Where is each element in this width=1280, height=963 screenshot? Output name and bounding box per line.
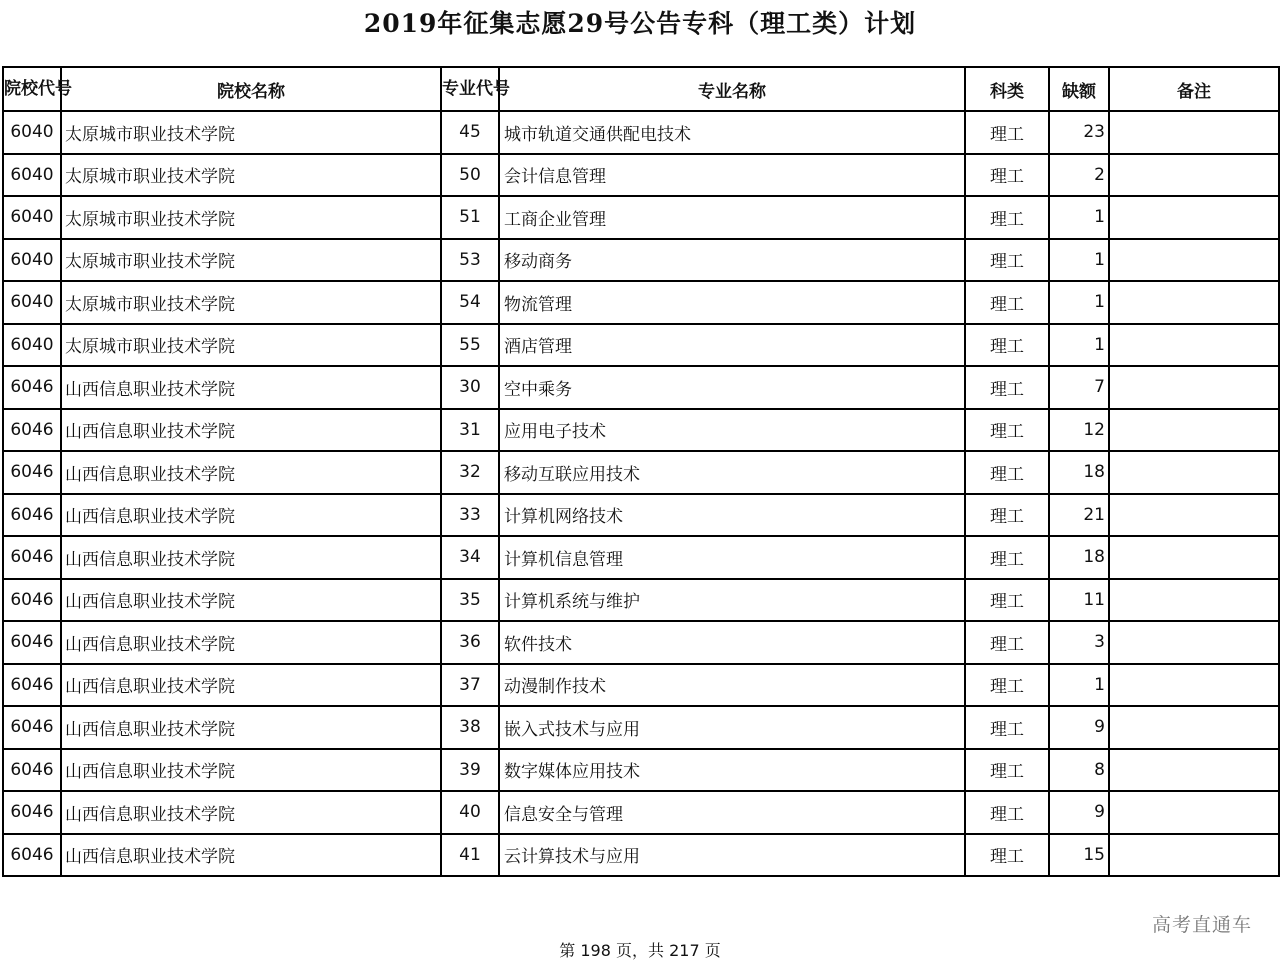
cell-category: 理工 xyxy=(965,239,1049,282)
cell-major-code: 55 xyxy=(441,324,499,367)
cell-quota: 3 xyxy=(1049,621,1109,664)
cell-school-name: 山西信息职业技术学院 xyxy=(61,706,441,749)
cell-note xyxy=(1109,324,1279,367)
cell-note xyxy=(1109,196,1279,239)
cell-school-code: 6040 xyxy=(3,196,61,239)
table-row xyxy=(3,281,1279,324)
cell-school-name: 太原城市职业技术学院 xyxy=(61,154,441,197)
cell-quota: 1 xyxy=(1049,239,1109,282)
cell-major-name: 软件技术 xyxy=(499,621,965,664)
cell-major-code: 34 xyxy=(441,536,499,579)
cell-school-code: 6046 xyxy=(3,536,61,579)
cell-major-name: 移动商务 xyxy=(499,239,965,282)
cell-school-name: 山西信息职业技术学院 xyxy=(61,366,441,409)
cell-school-code: 6046 xyxy=(3,664,61,707)
cell-school-name: 山西信息职业技术学院 xyxy=(61,579,441,622)
cell-school-name: 山西信息职业技术学院 xyxy=(61,494,441,537)
cell-major-name: 会计信息管理 xyxy=(499,154,965,197)
cell-category: 理工 xyxy=(965,494,1049,537)
cell-category: 理工 xyxy=(965,196,1049,239)
cell-school-name: 太原城市职业技术学院 xyxy=(61,239,441,282)
cell-school-name: 山西信息职业技术学院 xyxy=(61,536,441,579)
cell-quota: 15 xyxy=(1049,834,1109,877)
cell-school-name: 山西信息职业技术学院 xyxy=(61,791,441,834)
cell-school-code: 6046 xyxy=(3,834,61,877)
cell-school-name: 山西信息职业技术学院 xyxy=(61,409,441,452)
cell-major-name: 计算机系统与维护 xyxy=(499,579,965,622)
cell-major-code: 35 xyxy=(441,579,499,622)
cell-note xyxy=(1109,579,1279,622)
cell-major-code: 39 xyxy=(441,749,499,792)
cell-category: 理工 xyxy=(965,111,1049,154)
cell-note xyxy=(1109,494,1279,537)
cell-quota: 8 xyxy=(1049,749,1109,792)
table-row xyxy=(3,494,1279,537)
cell-major-name: 城市轨道交通供配电技术 xyxy=(499,111,965,154)
cell-school-code: 6046 xyxy=(3,494,61,537)
cell-note xyxy=(1109,366,1279,409)
table-row xyxy=(3,749,1279,792)
cell-category: 理工 xyxy=(965,579,1049,622)
cell-quota: 1 xyxy=(1049,196,1109,239)
cell-major-name: 嵌入式技术与应用 xyxy=(499,706,965,749)
cell-school-code: 6046 xyxy=(3,579,61,622)
cell-category: 理工 xyxy=(965,409,1049,452)
cell-category: 理工 xyxy=(965,621,1049,664)
page-footer: 第 198 页，共 217 页 xyxy=(559,941,721,960)
cell-quota: 9 xyxy=(1049,791,1109,834)
cell-note xyxy=(1109,834,1279,877)
cell-category: 理工 xyxy=(965,324,1049,367)
cell-major-name: 应用电子技术 xyxy=(499,409,965,452)
cell-major-name: 工商企业管理 xyxy=(499,196,965,239)
cell-major-code: 45 xyxy=(441,111,499,154)
table-body xyxy=(3,111,1279,876)
cell-category: 理工 xyxy=(965,664,1049,707)
cell-major-code: 50 xyxy=(441,154,499,197)
header-category: 科类 xyxy=(965,67,1049,111)
cell-category: 理工 xyxy=(965,706,1049,749)
table-row xyxy=(3,409,1279,452)
cell-note xyxy=(1109,791,1279,834)
cell-school-code: 6040 xyxy=(3,281,61,324)
cell-category: 理工 xyxy=(965,154,1049,197)
cell-note xyxy=(1109,621,1279,664)
page-title: 2019年征集志愿29号公告专科（理工类）计划 xyxy=(363,9,917,38)
table-row xyxy=(3,111,1279,154)
cell-major-name: 动漫制作技术 xyxy=(499,664,965,707)
table-row xyxy=(3,239,1279,282)
cell-quota: 23 xyxy=(1049,111,1109,154)
cell-category: 理工 xyxy=(965,791,1049,834)
cell-quota: 1 xyxy=(1049,664,1109,707)
cell-note xyxy=(1109,749,1279,792)
cell-school-code: 6046 xyxy=(3,621,61,664)
cell-school-code: 6040 xyxy=(3,239,61,282)
cell-category: 理工 xyxy=(965,536,1049,579)
cell-quota: 18 xyxy=(1049,536,1109,579)
cell-quota: 1 xyxy=(1049,324,1109,367)
cell-school-name: 太原城市职业技术学院 xyxy=(61,281,441,324)
header-quota: 缺额 xyxy=(1049,67,1109,111)
cell-note xyxy=(1109,536,1279,579)
cell-school-code: 6046 xyxy=(3,409,61,452)
header-school-name: 院校名称 xyxy=(61,67,441,111)
table-row xyxy=(3,196,1279,239)
cell-major-code: 33 xyxy=(441,494,499,537)
header-school-code: 院校代号 xyxy=(3,67,61,111)
cell-quota: 21 xyxy=(1049,494,1109,537)
table-header xyxy=(3,67,1279,111)
table-row xyxy=(3,579,1279,622)
cell-note xyxy=(1109,111,1279,154)
cell-note xyxy=(1109,154,1279,197)
table-row xyxy=(3,536,1279,579)
cell-major-name: 信息安全与管理 xyxy=(499,791,965,834)
cell-major-code: 38 xyxy=(441,706,499,749)
cell-quota: 9 xyxy=(1049,706,1109,749)
cell-major-code: 31 xyxy=(441,409,499,452)
table-row xyxy=(3,791,1279,834)
cell-school-name: 山西信息职业技术学院 xyxy=(61,664,441,707)
cell-school-code: 6046 xyxy=(3,451,61,494)
cell-quota: 18 xyxy=(1049,451,1109,494)
cell-category: 理工 xyxy=(965,281,1049,324)
cell-quota: 1 xyxy=(1049,281,1109,324)
cell-school-code: 6040 xyxy=(3,154,61,197)
cell-school-code: 6046 xyxy=(3,706,61,749)
cell-category: 理工 xyxy=(965,366,1049,409)
cell-school-name: 山西信息职业技术学院 xyxy=(61,834,441,877)
cell-major-name: 云计算技术与应用 xyxy=(499,834,965,877)
cell-major-code: 53 xyxy=(441,239,499,282)
cell-major-code: 54 xyxy=(441,281,499,324)
cell-major-code: 51 xyxy=(441,196,499,239)
cell-school-code: 6046 xyxy=(3,749,61,792)
watermark-text: 高考直通车 xyxy=(1151,914,1252,936)
cell-note xyxy=(1109,239,1279,282)
cell-school-code: 6040 xyxy=(3,111,61,154)
cell-major-code: 41 xyxy=(441,834,499,877)
cell-major-name: 物流管理 xyxy=(499,281,965,324)
cell-school-code: 6046 xyxy=(3,791,61,834)
cell-note xyxy=(1109,409,1279,452)
cell-school-name: 山西信息职业技术学院 xyxy=(61,749,441,792)
header-row xyxy=(3,67,1279,111)
cell-category: 理工 xyxy=(965,451,1049,494)
cell-note xyxy=(1109,281,1279,324)
plan-table xyxy=(2,66,1280,877)
table-row xyxy=(3,451,1279,494)
table-row xyxy=(3,154,1279,197)
cell-quota: 2 xyxy=(1049,154,1109,197)
cell-school-code: 6046 xyxy=(3,366,61,409)
cell-category: 理工 xyxy=(965,834,1049,877)
header-major-code: 专业代号 xyxy=(441,67,499,111)
cell-note xyxy=(1109,451,1279,494)
table-row xyxy=(3,706,1279,749)
header-note: 备注 xyxy=(1109,67,1279,111)
table-row xyxy=(3,621,1279,664)
cell-school-code: 6040 xyxy=(3,324,61,367)
cell-major-code: 32 xyxy=(441,451,499,494)
cell-school-name: 太原城市职业技术学院 xyxy=(61,196,441,239)
table-row xyxy=(3,366,1279,409)
cell-school-name: 山西信息职业技术学院 xyxy=(61,621,441,664)
cell-major-code: 30 xyxy=(441,366,499,409)
header-major-name: 专业名称 xyxy=(499,67,965,111)
cell-category: 理工 xyxy=(965,749,1049,792)
table-row xyxy=(3,834,1279,877)
cell-school-name: 太原城市职业技术学院 xyxy=(61,324,441,367)
cell-major-name: 酒店管理 xyxy=(499,324,965,367)
cell-major-code: 37 xyxy=(441,664,499,707)
cell-note xyxy=(1109,706,1279,749)
cell-major-name: 计算机信息管理 xyxy=(499,536,965,579)
cell-major-code: 36 xyxy=(441,621,499,664)
cell-school-name: 山西信息职业技术学院 xyxy=(61,451,441,494)
cell-major-name: 移动互联应用技术 xyxy=(499,451,965,494)
table-row xyxy=(3,664,1279,707)
cell-major-name: 计算机网络技术 xyxy=(499,494,965,537)
cell-major-name: 空中乘务 xyxy=(499,366,965,409)
table-row xyxy=(3,324,1279,367)
cell-major-code: 40 xyxy=(441,791,499,834)
cell-note xyxy=(1109,664,1279,707)
cell-quota: 7 xyxy=(1049,366,1109,409)
cell-quota: 11 xyxy=(1049,579,1109,622)
cell-quota: 12 xyxy=(1049,409,1109,452)
cell-major-name: 数字媒体应用技术 xyxy=(499,749,965,792)
cell-school-name: 太原城市职业技术学院 xyxy=(61,111,441,154)
